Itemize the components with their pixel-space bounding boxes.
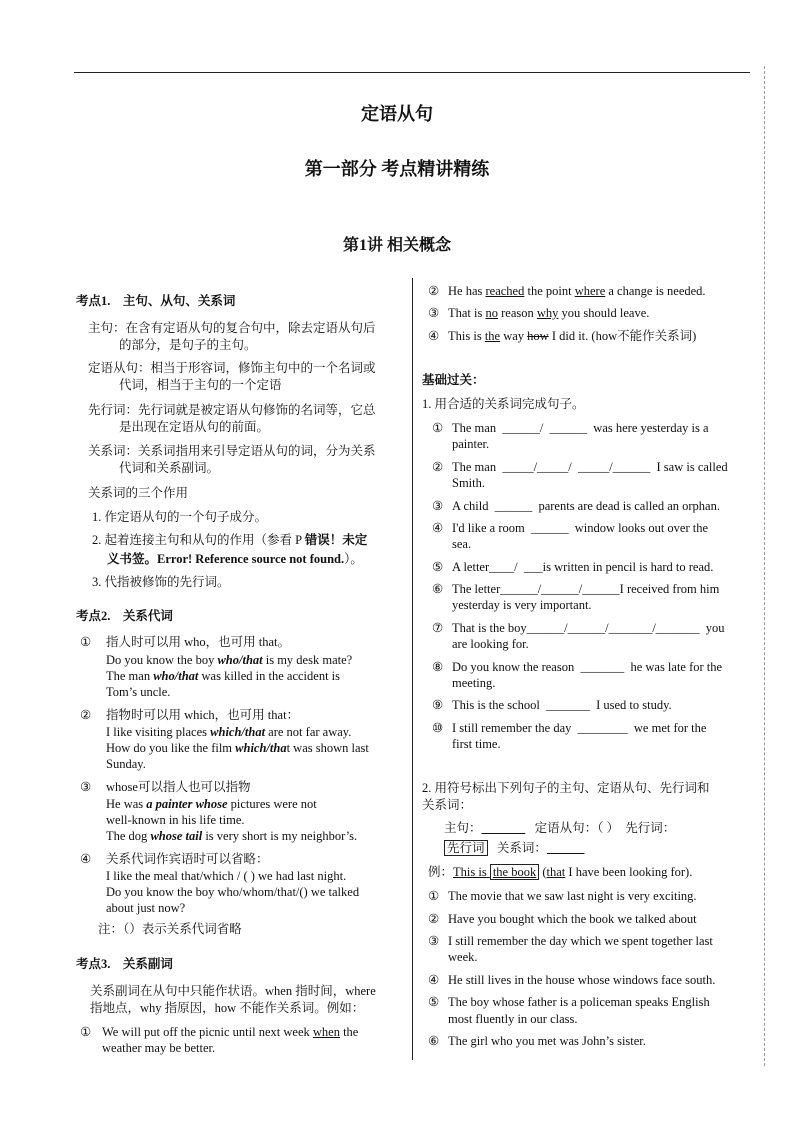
circled-number: ① xyxy=(80,1025,92,1039)
def-antecedent-line1: 先行词：先行词就是被定语从句修饰的名词等，它总 xyxy=(88,403,376,417)
circled-number: ⑤ xyxy=(432,560,444,574)
kd3-heading: 考点3. 关系副词 xyxy=(76,957,173,971)
fill-blank-question: That is the boy______/______/_______/_______ you xyxy=(452,621,725,635)
column-divider xyxy=(412,278,413,1060)
exercise-2-title-line2: 关系词： xyxy=(422,798,473,812)
example-line: The man who/that was killed in the accident is xyxy=(106,669,341,683)
circled-number: ② xyxy=(428,912,440,926)
practice-heading: 基础过关： xyxy=(422,373,485,387)
fill-blank-question: Do you know the reason _______ he was late for the xyxy=(452,660,723,674)
example-line: I like visiting places which/that are not far away. xyxy=(106,725,352,739)
def-relword-line1: 关系词：关系词指用来引导定语从句的词，分为关系 xyxy=(88,444,376,458)
adverb-example: This is the way how I did it. (how不能作关系词) xyxy=(448,329,697,343)
exercise-1-title: 1. 用合适的关系词完成句子。 xyxy=(422,397,585,411)
circled-number: ⑤ xyxy=(428,995,440,1009)
circled-number: ① xyxy=(80,635,92,649)
pronoun-which-rule: 指物时可以用 which，也可用 that： xyxy=(106,708,300,722)
circled-number: ⑧ xyxy=(432,660,444,674)
circled-number: ③ xyxy=(432,499,444,513)
adverb-example: That is no reason why you should leave. xyxy=(448,306,650,320)
circled-number: ④ xyxy=(432,521,444,535)
exercise-2-title-line1: 2. 用符号标出下列句子的主句、定语从句、先行词和 xyxy=(422,781,710,795)
example-line: about just now? xyxy=(106,901,186,915)
marking-sentence: I still remember the day which we spent together last xyxy=(448,934,713,948)
fill-blank-question: The man ______/ ______ was here yesterday is a xyxy=(452,421,709,435)
part-title: 第一部分 考点精讲精练 xyxy=(304,159,490,179)
kd1-heading: 考点1. 主句、从句、关系词 xyxy=(76,294,236,308)
role-3: 3. 代指被修饰的先行词。 xyxy=(92,575,230,589)
circled-number: ④ xyxy=(80,852,92,866)
example-line: I like the meal that/which / ( ) we had last night. xyxy=(106,869,347,883)
example-line: Tom’s uncle. xyxy=(106,685,171,699)
circled-number: ⑥ xyxy=(428,1034,440,1048)
marking-sentence: The girl who you met was John’s sister. xyxy=(448,1034,646,1048)
document-title: 定语从句 xyxy=(361,104,433,124)
kd2-heading: 考点2. 关系代词 xyxy=(76,609,173,623)
omission-note: 注：（）表示关系代词省略 xyxy=(98,922,242,936)
example-line: Sunday. xyxy=(106,757,146,771)
fill-blank-question: yesterday is very important. xyxy=(452,598,592,612)
def-attr-clause-line1: 定语从句：相当于形容词，修饰主句中的一个名词或 xyxy=(88,361,376,375)
fill-blank-question: This is the school _______ I used to study. xyxy=(452,698,672,712)
marking-sentence: The boy whose father is a policeman speaks English xyxy=(448,995,710,1009)
fill-blank-question: The man _____/_____/ _____/______ I saw is called xyxy=(452,460,728,474)
marking-example: 例：This is the book (that I have been looking for). xyxy=(428,865,693,879)
fill-blank-question: A child ______ parents are dead is called an orphan. xyxy=(452,499,720,513)
fill-blank-question: painter. xyxy=(452,437,490,451)
circled-number: ① xyxy=(428,889,440,903)
def-antecedent-line2: 是出现在定语从句的前面。 xyxy=(119,420,270,434)
circled-number: ⑦ xyxy=(432,621,444,635)
circled-number: ③ xyxy=(428,934,440,948)
lecture-title: 第1讲 相关概念 xyxy=(342,237,451,254)
circled-number: ① xyxy=(432,421,444,435)
fill-blank-question: meeting. xyxy=(452,676,496,690)
example-line: How do you like the film which/that was shown last xyxy=(106,741,369,755)
marking-sentence: The movie that we saw last night is very exciting. xyxy=(448,889,697,903)
pronoun-who-rule: 指人时可以用 who，也可用 that。 xyxy=(106,635,291,649)
three-roles-heading: 关系词的三个作用 xyxy=(88,486,189,500)
circled-number: ② xyxy=(432,460,444,474)
marking-sentence: He still lives in the house whose windows face south. xyxy=(448,973,716,987)
role-2-line2: 义书签。Error! Reference source not found.）。 xyxy=(107,552,363,566)
fill-blank-question: Smith. xyxy=(452,476,485,490)
def-attr-clause-line2: 代词，相当于主句的一个定语 xyxy=(119,378,282,392)
fill-blank-question: A letter____/ ___is written in pencil is hard to read. xyxy=(452,560,714,574)
circled-number: ⑥ xyxy=(432,582,444,596)
pronoun-whose-rule: whose可以指人也可以指物 xyxy=(106,780,251,794)
role-1: 1. 作定语从句的一个句子成分。 xyxy=(92,510,268,524)
fill-blank-question: first time. xyxy=(452,737,501,751)
fill-blank-question: are looking for. xyxy=(452,637,529,651)
example-line: The dog whose tail is very short is my neighbor’s. xyxy=(106,829,358,843)
circled-number: ③ xyxy=(428,306,440,320)
example-line: Do you know the boy who/whom/that/() we talked xyxy=(106,885,360,899)
marking-sentence: week. xyxy=(448,950,478,964)
example-line: He was a painter whose pictures were not xyxy=(106,797,317,811)
circled-number: ④ xyxy=(428,329,440,343)
fill-blank-question: I'd like a room ______ window looks out over the xyxy=(452,521,709,535)
example-line: weather may be better. xyxy=(102,1041,216,1055)
adverb-rule-line2: 指地点，why 指原因，how 不能作关系词。例如： xyxy=(90,1001,365,1015)
def-relword-line2: 代词和关系副词。 xyxy=(119,461,220,475)
adverb-example: He has reached the point where a change is needed. xyxy=(448,284,706,298)
legend-line1: 主句： 定语从句：（ ） 先行词： xyxy=(444,821,676,835)
circled-number: ⑩ xyxy=(432,721,444,735)
role-2-line1: 2. 起着连接主句和从句的作用（参看 P 错误！未定 xyxy=(92,533,368,547)
circled-number: ⑨ xyxy=(432,698,444,712)
fill-blank-question: sea. xyxy=(452,537,472,551)
example-line: Do you know the boy who/that is my desk mate? xyxy=(106,653,353,667)
def-main-clause-line2: 的部分，是句子的主句。 xyxy=(119,338,257,352)
example-line: We will put off the picnic until next week when the xyxy=(102,1025,359,1039)
circled-number: ③ xyxy=(80,780,92,794)
adverb-rule-line1: 关系副词在从句中只能作状语。when 指时间，where xyxy=(90,984,376,998)
circled-number: ④ xyxy=(428,973,440,987)
example-line: well-known in his life time. xyxy=(106,813,245,827)
circled-number: ② xyxy=(428,284,440,298)
pronoun-omission-rule: 关系代词作宾语时可以省略： xyxy=(106,852,269,866)
circled-number: ② xyxy=(80,708,92,722)
def-main-clause-line1: 主句：在含有定语从句的复合句中，除去定语从句后 xyxy=(88,321,376,335)
legend-line2: 先行词 关系词： xyxy=(444,840,584,856)
fill-blank-question: The letter______/______/______I received from him xyxy=(452,582,720,596)
marking-sentence: Have you bought which the book we talked about xyxy=(448,912,697,926)
fill-blank-question: I still remember the day ________ we met for the xyxy=(452,721,707,735)
top-rule xyxy=(74,72,750,73)
marking-sentence: most fluently in our class. xyxy=(448,1012,578,1026)
margin-dashed-line xyxy=(764,66,765,1066)
